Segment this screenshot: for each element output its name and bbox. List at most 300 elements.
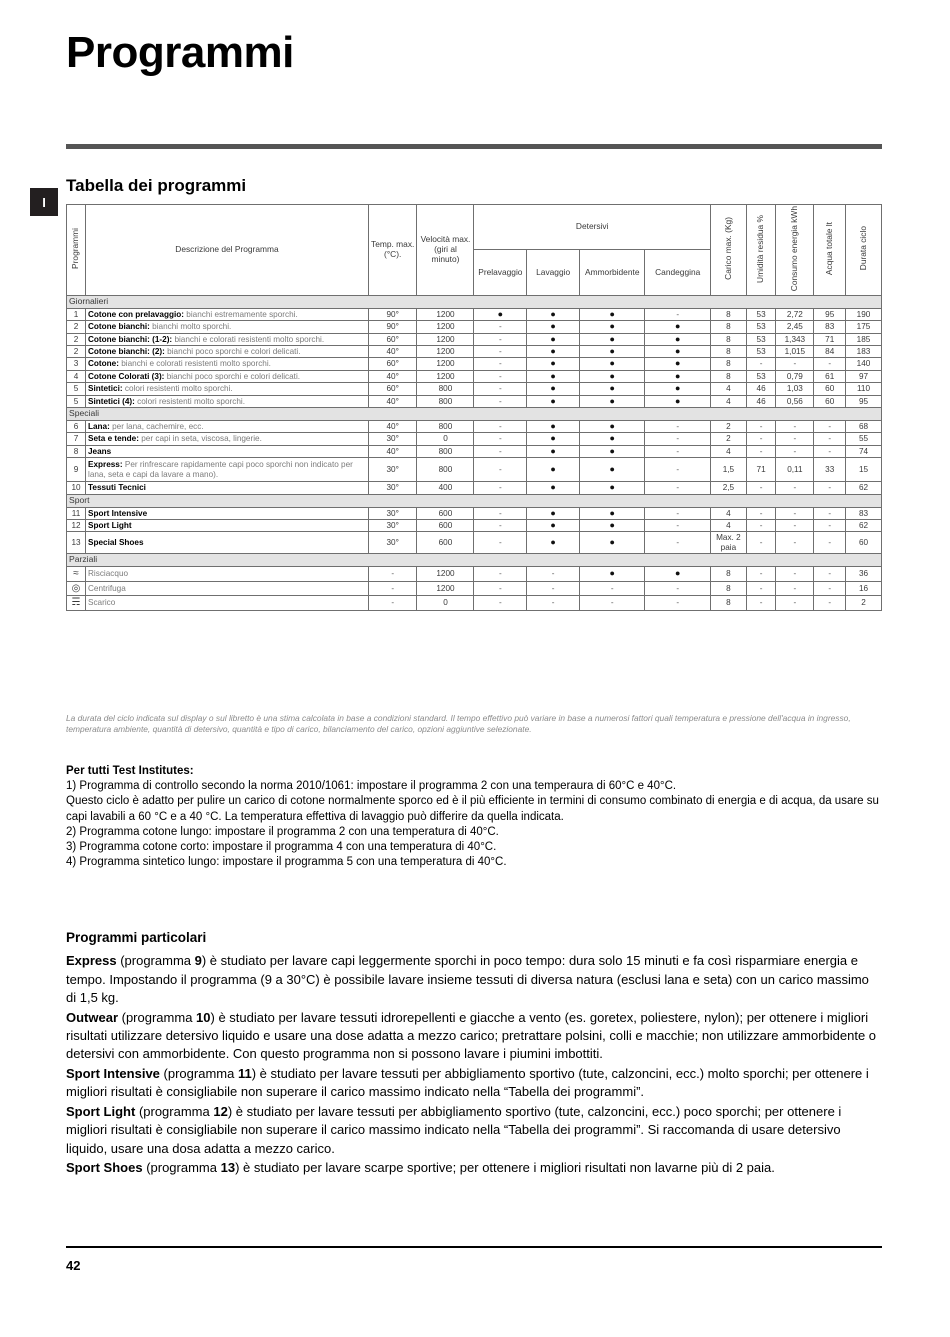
row-consumo: -: [776, 567, 814, 582]
row-prelavaggio: -: [474, 370, 527, 382]
row-candeggina: -: [645, 433, 710, 445]
row-ammorbidente: ●: [580, 458, 645, 482]
row-lavaggio: ●: [527, 445, 580, 457]
table-row: [67, 433, 882, 445]
row-program-description: Risciacquo: [86, 567, 369, 582]
row-speed: 800: [417, 445, 474, 457]
row-program-number: 5: [67, 395, 86, 407]
row-umidita: 46: [746, 383, 776, 395]
row-program-description: Cotone Colorati (3): bianchi poco sporchi e colori delicati.: [86, 370, 369, 382]
row-carico: 8: [710, 596, 746, 611]
special-programs-heading: Programmi particolari: [66, 930, 207, 945]
row-program-description: Sport Intensive: [86, 507, 369, 519]
table-row: [67, 370, 882, 382]
row-program-number: 6: [67, 420, 86, 432]
row-lavaggio: -: [527, 567, 580, 582]
row-prelavaggio: ●: [474, 308, 527, 320]
row-ammorbidente: ●: [580, 333, 645, 345]
row-prelavaggio: -: [474, 482, 527, 494]
row-speed: 1200: [417, 370, 474, 382]
row-program-number: 10: [67, 482, 86, 494]
row-lavaggio: ●: [527, 458, 580, 482]
row-speed: 800: [417, 395, 474, 407]
table-group-label: Speciali: [67, 408, 882, 421]
row-acqua: 84: [814, 345, 846, 357]
row-candeggina: ●: [645, 370, 710, 382]
test-institutes-block: [66, 764, 882, 870]
row-program-description: Sintetici: colori resistenti molto sporchi.: [86, 383, 369, 395]
row-prelavaggio: -: [474, 358, 527, 370]
row-program-number: 3: [67, 358, 86, 370]
row-speed: 600: [417, 532, 474, 554]
row-temp: -: [368, 581, 417, 596]
row-lavaggio: ●: [527, 358, 580, 370]
chapter-tab: I: [30, 188, 58, 216]
row-carico: 8: [710, 567, 746, 582]
row-prelavaggio: -: [474, 420, 527, 432]
row-carico: 8: [710, 321, 746, 333]
row-ammorbidente: ●: [580, 433, 645, 445]
row-prelavaggio: -: [474, 433, 527, 445]
row-carico: 4: [710, 395, 746, 407]
section-title: Tabella dei programmi: [66, 176, 247, 195]
row-ammorbidente: ●: [580, 445, 645, 457]
row-durata: 190: [846, 308, 882, 320]
row-program-description: Centrifuga: [86, 581, 369, 596]
row-carico: 8: [710, 358, 746, 370]
table-row: [67, 519, 882, 531]
row-umidita: 71: [746, 458, 776, 482]
row-acqua: -: [814, 445, 846, 457]
row-lavaggio: ●: [527, 532, 580, 554]
row-durata: 62: [846, 482, 882, 494]
row-consumo: 2,72: [776, 308, 814, 320]
row-candeggina: -: [645, 420, 710, 432]
row-carico: 8: [710, 333, 746, 345]
header-durata: Durata ciclo: [846, 205, 882, 296]
row-ammorbidente: ●: [580, 567, 645, 582]
row-temp: 90°: [368, 308, 417, 320]
row-umidita: -: [746, 420, 776, 432]
special-program-paragraph: Sport Light (programma 12) è studiato per lavare tessuti per abbigliamento sportivo (tute, calzoncini, ecc.) poco sporchi; per ottenere i migliori risultati è consigliabile non superare il carico massimo indicato nella “Tabella dei programmi”. Si raccomanda di usare detersivo liquido, usare una dosa adatta a mezzo carico.: [66, 1103, 842, 1156]
row-umidita: 53: [746, 321, 776, 333]
row-consumo: -: [776, 445, 814, 457]
table-row: [67, 507, 882, 519]
header-ammorbidente: Ammorbidente: [580, 250, 645, 295]
row-ammorbidente: ●: [580, 420, 645, 432]
row-program-description: Jeans: [86, 445, 369, 457]
row-temp: 30°: [368, 482, 417, 494]
row-durata: 74: [846, 445, 882, 457]
row-consumo: 2,45: [776, 321, 814, 333]
row-program-number: 9: [67, 458, 86, 482]
row-acqua: -: [814, 482, 846, 494]
row-consumo: -: [776, 596, 814, 611]
row-speed: 400: [417, 482, 474, 494]
row-ammorbidente: -: [580, 596, 645, 611]
row-candeggina: ●: [645, 345, 710, 357]
row-program-description: Tessuti Tecnici: [86, 482, 369, 494]
row-candeggina: -: [645, 507, 710, 519]
row-temp: 90°: [368, 321, 417, 333]
row-consumo: -: [776, 358, 814, 370]
row-acqua: -: [814, 507, 846, 519]
row-consumo: 0,56: [776, 395, 814, 407]
row-durata: 95: [846, 395, 882, 407]
table-row: [67, 308, 882, 320]
row-ammorbidente: ●: [580, 321, 645, 333]
row-durata: 183: [846, 345, 882, 357]
row-candeggina: ●: [645, 358, 710, 370]
table-row: [67, 345, 882, 357]
row-acqua: 33: [814, 458, 846, 482]
header-acqua: Acqua totale lt: [814, 205, 846, 296]
row-ammorbidente: ●: [580, 519, 645, 531]
page-number: 42: [66, 1258, 81, 1273]
row-lavaggio: ●: [527, 383, 580, 395]
row-durata: 15: [846, 458, 882, 482]
row-umidita: -: [746, 567, 776, 582]
row-prelavaggio: -: [474, 383, 527, 395]
row-speed: 800: [417, 383, 474, 395]
row-umidita: -: [746, 433, 776, 445]
row-speed: 1200: [417, 308, 474, 320]
row-speed: 1200: [417, 321, 474, 333]
row-consumo: -: [776, 433, 814, 445]
header-descrizione: Descrizione del Programma: [86, 205, 369, 296]
row-acqua: -: [814, 519, 846, 531]
row-program-number: 1: [67, 308, 86, 320]
row-prelavaggio: -: [474, 532, 527, 554]
row-lavaggio: ●: [527, 420, 580, 432]
table-group-row: [67, 408, 882, 421]
row-candeggina: -: [645, 482, 710, 494]
row-carico: 8: [710, 308, 746, 320]
row-umidita: 53: [746, 308, 776, 320]
row-consumo: -: [776, 507, 814, 519]
row-durata: 175: [846, 321, 882, 333]
row-lavaggio: ●: [527, 345, 580, 357]
row-umidita: -: [746, 507, 776, 519]
row-umidita: 53: [746, 345, 776, 357]
row-durata: 62: [846, 519, 882, 531]
row-consumo: 1,03: [776, 383, 814, 395]
row-speed: 600: [417, 507, 474, 519]
row-speed: 1200: [417, 581, 474, 596]
row-temp: 60°: [368, 358, 417, 370]
test-institutes-item: 2) Programma cotone lungo: impostare il programma 2 con una temperatura di 40°C.: [66, 825, 499, 838]
row-acqua: -: [814, 420, 846, 432]
row-prelavaggio: -: [474, 567, 527, 582]
row-prelavaggio: -: [474, 581, 527, 596]
row-program-number: 12: [67, 519, 86, 531]
cycle-duration-footnote: La durata del ciclo indicata sul display o sul libretto è una stima calcolata in base a condizioni standard. Il tempo effettivo può variare in base a numerosi fattori quali temperatura e pressione dell'acqua in ingresso, temperatura ambiente, quantità di detersivo, quantità e tipo di carico, bilanciamento del carico, opzioni aggiuntive selezionate.: [66, 713, 851, 735]
scarico-icon: ☴: [67, 596, 86, 611]
row-candeggina: ●: [645, 383, 710, 395]
row-prelavaggio: -: [474, 333, 527, 345]
row-lavaggio: ●: [527, 433, 580, 445]
row-temp: 40°: [368, 395, 417, 407]
row-carico: 1,5: [710, 458, 746, 482]
row-acqua: 61: [814, 370, 846, 382]
row-temp: -: [368, 596, 417, 611]
test-institutes-item: 3) Programma cotone corto: impostare il programma 4 con una temperatura di 40°C.: [66, 840, 497, 853]
row-consumo: -: [776, 581, 814, 596]
row-candeggina: ●: [645, 333, 710, 345]
row-ammorbidente: -: [580, 581, 645, 596]
row-durata: 60: [846, 532, 882, 554]
centrifuga-icon: ◎: [67, 581, 86, 596]
row-candeggina: -: [645, 308, 710, 320]
row-program-number: 8: [67, 445, 86, 457]
row-durata: 97: [846, 370, 882, 382]
header-velocita: Velocità max. (giri al minuto): [417, 205, 474, 296]
table-group-label: Sport: [67, 494, 882, 507]
table-group-label: Parziali: [67, 554, 882, 567]
row-ammorbidente: ●: [580, 345, 645, 357]
row-carico: Max. 2 paia: [710, 532, 746, 554]
table-row: [67, 596, 882, 611]
row-prelavaggio: -: [474, 445, 527, 457]
row-carico: 4: [710, 383, 746, 395]
row-program-number: 2: [67, 321, 86, 333]
row-lavaggio: -: [527, 581, 580, 596]
table-row: [67, 333, 882, 345]
row-consumo: -: [776, 482, 814, 494]
row-program-description: Sport Light: [86, 519, 369, 531]
row-carico: 4: [710, 519, 746, 531]
row-temp: 30°: [368, 507, 417, 519]
row-consumo: -: [776, 532, 814, 554]
row-temp: 30°: [368, 433, 417, 445]
risciacquo-icon: ≈: [67, 567, 86, 582]
table-row: [67, 567, 882, 582]
row-carico: 2,5: [710, 482, 746, 494]
special-programs-block: [66, 928, 882, 1179]
row-lavaggio: ●: [527, 370, 580, 382]
row-ammorbidente: ●: [580, 358, 645, 370]
row-program-description: Special Shoes: [86, 532, 369, 554]
row-speed: 1200: [417, 567, 474, 582]
header-consumo: Consumo energia kWh: [776, 205, 814, 296]
header-temp: Temp. max. (°C).: [368, 205, 417, 296]
row-program-number: 13: [67, 532, 86, 554]
row-lavaggio: ●: [527, 333, 580, 345]
special-program-paragraph: Sport Shoes (programma 13) è studiato per lavare scarpe sportive; per ottenere i migliori risultati non lavarne più di 2 paia.: [66, 1160, 775, 1176]
table-row: [67, 532, 882, 554]
row-temp: 40°: [368, 345, 417, 357]
table-header-row: [67, 205, 882, 250]
row-acqua: -: [814, 532, 846, 554]
row-acqua: 60: [814, 383, 846, 395]
row-program-description: Scarico: [86, 596, 369, 611]
title-divider: [66, 144, 882, 149]
row-ammorbidente: ●: [580, 395, 645, 407]
row-acqua: -: [814, 358, 846, 370]
page-title: Programmi: [66, 28, 294, 77]
footer-divider: [66, 1246, 882, 1248]
row-temp: 40°: [368, 445, 417, 457]
header-detersivi: Detersivi: [474, 205, 710, 250]
row-program-number: 2: [67, 333, 86, 345]
table-row: [67, 458, 882, 482]
row-durata: 110: [846, 383, 882, 395]
table-group-row: [67, 554, 882, 567]
test-institutes-item: 1) Programma di controllo secondo la norma 2010/1061: impostare il programma 2 con una temperaura di 60°C e 40°C.: [66, 780, 677, 793]
row-temp: 60°: [368, 383, 417, 395]
row-ammorbidente: ●: [580, 308, 645, 320]
table-row: [67, 358, 882, 370]
row-lavaggio: -: [527, 596, 580, 611]
row-ammorbidente: ●: [580, 383, 645, 395]
row-lavaggio: ●: [527, 395, 580, 407]
row-program-description: Seta e tende: per capi in seta, viscosa, lingerie.: [86, 433, 369, 445]
row-program-number: 4: [67, 370, 86, 382]
row-prelavaggio: -: [474, 596, 527, 611]
row-ammorbidente: ●: [580, 532, 645, 554]
row-acqua: -: [814, 596, 846, 611]
test-institutes-heading: Per tutti Test Institutes:: [66, 765, 194, 777]
row-temp: 40°: [368, 370, 417, 382]
row-carico: 8: [710, 370, 746, 382]
row-temp: 40°: [368, 420, 417, 432]
row-durata: 16: [846, 581, 882, 596]
table-group-row: [67, 295, 882, 308]
row-lavaggio: ●: [527, 321, 580, 333]
row-prelavaggio: -: [474, 519, 527, 531]
row-ammorbidente: ●: [580, 370, 645, 382]
header-carico: Carico max. (Kg): [710, 205, 746, 296]
table-row: [67, 383, 882, 395]
header-candeggina: Candeggina: [645, 250, 710, 295]
row-speed: 1200: [417, 358, 474, 370]
row-program-number: 2: [67, 345, 86, 357]
row-carico: 2: [710, 433, 746, 445]
row-acqua: -: [814, 567, 846, 582]
row-umidita: -: [746, 581, 776, 596]
row-lavaggio: ●: [527, 482, 580, 494]
row-program-description: Express: Per rinfrescare rapidamente capi poco sporchi non indicato per lana, seta e capi da lavare a mano).: [86, 458, 369, 482]
row-consumo: 1,343: [776, 333, 814, 345]
row-durata: 68: [846, 420, 882, 432]
row-speed: 0: [417, 596, 474, 611]
row-durata: 83: [846, 507, 882, 519]
table-row: [67, 395, 882, 407]
row-program-description: Sintetici (4): colori resistenti molto sporchi.: [86, 395, 369, 407]
row-acqua: 83: [814, 321, 846, 333]
programs-table-wrapper: [66, 204, 882, 611]
row-speed: 1200: [417, 333, 474, 345]
row-consumo: -: [776, 519, 814, 531]
row-umidita: -: [746, 532, 776, 554]
table-row: [67, 445, 882, 457]
row-prelavaggio: -: [474, 507, 527, 519]
table-group-label: Giornalieri: [67, 295, 882, 308]
row-program-description: Cotone bianchi: bianchi molto sporchi.: [86, 321, 369, 333]
row-candeggina: ●: [645, 395, 710, 407]
special-program-paragraph: Sport Intensive (programma 11) è studiato per lavare tessuti per abbigliamento sportivo (tute, calzoncini, ecc.) molto sporchi; per ottenere i migliori risultati è consigliabile non superare il carico massimo indicato nella “Tabella dei programmi”.: [66, 1065, 869, 1100]
row-speed: 1200: [417, 345, 474, 357]
programs-table: [66, 204, 882, 611]
row-umidita: -: [746, 519, 776, 531]
row-carico: 4: [710, 507, 746, 519]
row-carico: 4: [710, 445, 746, 457]
test-institutes-item: Questo ciclo è adatto per pulire un carico di cotone normalmente sporco ed è il più efficiente in termini di consumo combinato di energia e di acqua, da usare su capi lavabili a 60 °C e a 40 °C. La temperatura effettiva di lavaggio può differire da quella indicata.: [66, 795, 879, 823]
row-program-number: 7: [67, 433, 86, 445]
row-temp: 30°: [368, 458, 417, 482]
row-temp: 60°: [368, 333, 417, 345]
row-prelavaggio: -: [474, 345, 527, 357]
row-candeggina: -: [645, 519, 710, 531]
header-umidita: Umidità residua %: [746, 205, 776, 296]
row-umidita: 46: [746, 395, 776, 407]
row-prelavaggio: -: [474, 321, 527, 333]
row-program-description: Cotone: bianchi e colorati resistenti molto sporchi.: [86, 358, 369, 370]
row-candeggina: ●: [645, 567, 710, 582]
row-lavaggio: ●: [527, 519, 580, 531]
row-ammorbidente: ●: [580, 507, 645, 519]
row-durata: 2: [846, 596, 882, 611]
header-programmi: Programmi: [67, 205, 86, 296]
row-speed: 800: [417, 458, 474, 482]
row-candeggina: -: [645, 581, 710, 596]
row-speed: 600: [417, 519, 474, 531]
row-program-number: 11: [67, 507, 86, 519]
row-umidita: -: [746, 445, 776, 457]
row-program-number: 5: [67, 383, 86, 395]
header-prelavaggio: Prelavaggio: [474, 250, 527, 295]
row-temp: 30°: [368, 532, 417, 554]
row-speed: 0: [417, 433, 474, 445]
row-candeggina: -: [645, 596, 710, 611]
row-durata: 36: [846, 567, 882, 582]
row-durata: 185: [846, 333, 882, 345]
table-row: [67, 420, 882, 432]
row-acqua: 71: [814, 333, 846, 345]
special-program-paragraph: Outwear (programma 10) è studiato per lavare tessuti idrorepellenti e giacche a vento (es. goretex, poliestere, nylon); per ottenere i migliori risultati utilizzare detersivo liquido e usare una dose adatta a mezzo carico; pretrattare polsini, colli e macchie; non utilizzare ammorbidente o detersivi con ammorbidente. Con questo programma non si possono lavare i piumini imbottiti.: [66, 1009, 877, 1062]
test-institutes-item: 4) Programma sintetico lungo: impostare il programma 5 con una temperatura di 40°C.: [66, 856, 507, 869]
row-prelavaggio: -: [474, 395, 527, 407]
row-lavaggio: ●: [527, 507, 580, 519]
row-consumo: 0,79: [776, 370, 814, 382]
row-carico: 8: [710, 581, 746, 596]
row-carico: 2: [710, 420, 746, 432]
row-program-description: Cotone con prelavaggio: bianchi estremamente sporchi.: [86, 308, 369, 320]
row-ammorbidente: ●: [580, 482, 645, 494]
table-row: [67, 482, 882, 494]
row-umidita: 53: [746, 370, 776, 382]
table-group-row: [67, 494, 882, 507]
row-consumo: -: [776, 420, 814, 432]
row-candeggina: -: [645, 445, 710, 457]
row-umidita: 53: [746, 333, 776, 345]
row-candeggina: -: [645, 532, 710, 554]
row-carico: 8: [710, 345, 746, 357]
row-durata: 140: [846, 358, 882, 370]
special-program-paragraph: Express (programma 9) è studiato per lavare capi leggermente sporchi in poco tempo: dura solo 15 minuti e fa così risparmiare energia e tempo. Impostando il programma (9 a 30°C) è possibile lavare insieme tessuti di diversa natura (esclusi lana e seta) con un carico massimo di 1,5 kg.: [66, 953, 869, 1006]
row-consumo: 1,015: [776, 345, 814, 357]
row-lavaggio: ●: [527, 308, 580, 320]
row-candeggina: -: [645, 458, 710, 482]
table-row: [67, 321, 882, 333]
row-acqua: -: [814, 433, 846, 445]
row-candeggina: ●: [645, 321, 710, 333]
row-program-description: Cotone bianchi: (1-2): bianchi e colorati resistenti molto sporchi.: [86, 333, 369, 345]
row-umidita: -: [746, 596, 776, 611]
row-acqua: 95: [814, 308, 846, 320]
row-program-description: Lana: per lana, cachemire, ecc.: [86, 420, 369, 432]
header-lavaggio: Lavaggio: [527, 250, 580, 295]
